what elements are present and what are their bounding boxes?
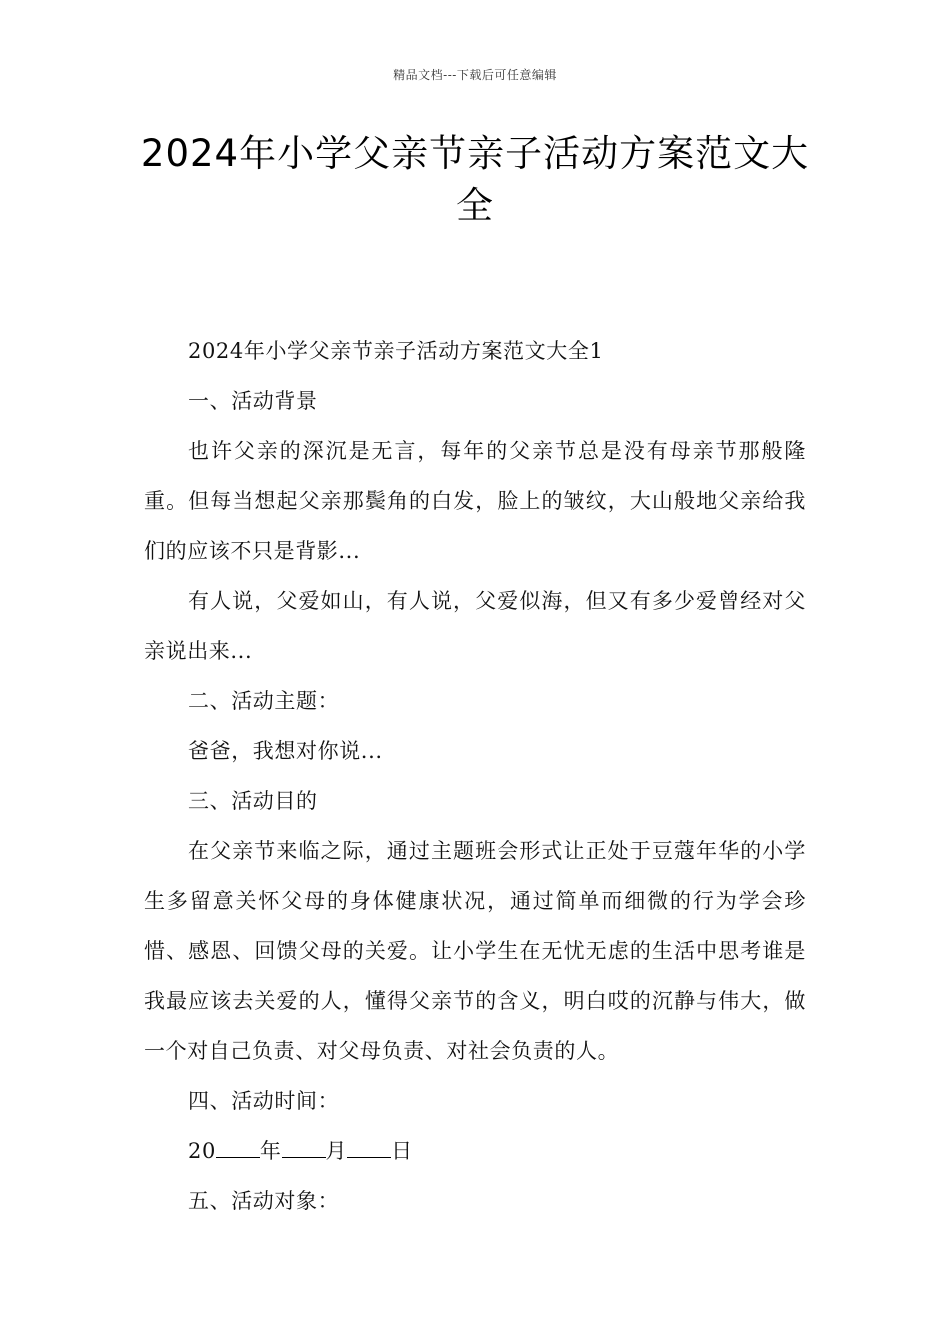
header-note: 精品文档---下载后可任意编辑 — [393, 68, 557, 82]
paragraph-purpose: 在父亲节来临之际，通过主题班会形式让正处于豆蔻年华的小学生多留意关怀父母的身体健康状况，通过简单而细微的行为学会珍惜、感恩、回馈父母的关爱。让小学生在无忧无虑的生活中思考谁是我最应该去关爱的人，懂得父亲节的含义，明白哎的沉静与伟大，做一个对自己负责、对父母负责、对社会负责的人。 — [144, 839, 806, 1063]
section-heading-theme: 二、活动主题： — [188, 689, 340, 713]
section-heading-background: 一、活动背景 — [188, 389, 318, 413]
document-title: 2024年小学父亲节亲子活动方案范文大全 — [140, 132, 810, 227]
year-blank — [216, 1139, 260, 1158]
paragraph-theme: 爸爸，我想对你说... — [188, 739, 383, 763]
day-blank — [347, 1139, 391, 1158]
document-body — [144, 326, 806, 1226]
section-heading-plan-1: 2024年小学父亲节亲子活动方案范文大全1 — [188, 339, 604, 363]
month-blank — [282, 1139, 326, 1158]
paragraph-background-1: 也许父亲的深沉是无言，每年的父亲节总是没有母亲节那般隆重。但每当想起父亲那鬓角的白发，脸上的皱纹，大山般地父亲给我们的应该不只是背影... — [144, 439, 806, 563]
date-day-label: 日 — [391, 1139, 413, 1163]
section-heading-time: 四、活动时间： — [188, 1089, 340, 1113]
section-heading-purpose: 三、活动目的 — [188, 789, 318, 813]
date-month-label: 月 — [325, 1139, 348, 1163]
paragraph-background-2: 有人说，父爱如山，有人说，父爱似海，但又有多少爱曾经对父亲说出来... — [144, 589, 806, 663]
date-year-prefix: 20 — [188, 1139, 216, 1163]
date-year-label: 年 — [259, 1139, 282, 1163]
date-line — [144, 1126, 806, 1176]
section-heading-audience: 五、活动对象： — [188, 1189, 340, 1213]
